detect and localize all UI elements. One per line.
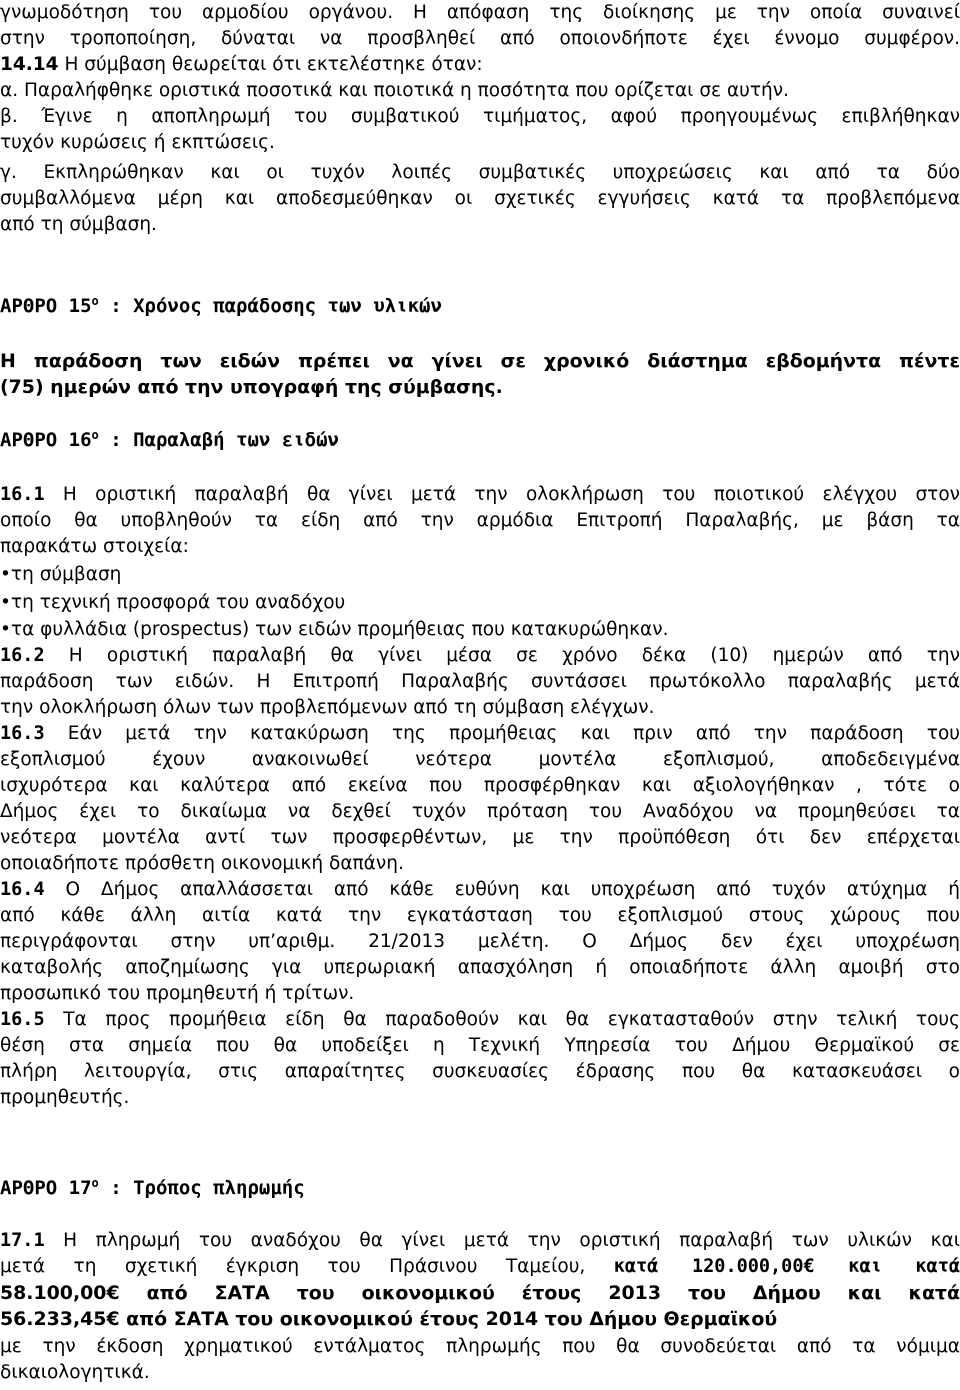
- paragraph-text: Εάν μετά την κατακύρωση της προμήθειας και πριν από την παράδοση του: [44, 723, 960, 744]
- heading-superscript: ο: [91, 294, 99, 308]
- heading-title: : Παραλαβή των ειδών: [98, 429, 339, 451]
- paragraph-16-1-line: [0, 482, 960, 508]
- paragraph-17-1-line: δικαιολογητικά.: [0, 1362, 150, 1383]
- paragraph-16-3-line: οποιαδήποτε πρόσθετη οικονομική δαπάνη.: [0, 853, 404, 874]
- bullet-text: τη σύμβαση: [10, 564, 122, 585]
- text-line: γνωμοδότηση του αρμοδίου οργάνου. Η απόφαση της διοίκησης με την οποία συναινεί: [0, 2, 960, 23]
- bullet-text: τη τεχνική προσφορά του αναδόχου: [10, 592, 346, 613]
- paragraph-number: 16.3: [0, 723, 45, 744]
- paragraph-16-3-line: [0, 721, 960, 747]
- paragraph-text: Η πληρωμή του αναδόχου θα γίνει μετά την οριστική παραλαβή των υλικών και: [44, 1230, 960, 1251]
- paragraph-16-3-line: νεότερα μοντέλα αντί των προσφερθέντων, με την προϋπόθεση ότι δεν επέρχεται: [0, 827, 960, 848]
- bullet-icon: •: [0, 619, 11, 640]
- bullet-icon: •: [0, 592, 11, 613]
- paragraph-16-5-line: θέση στα σημεία που θα υποδείξει η Τεχνική Υπηρεσία του Δήμου Θερμαϊκού σε: [0, 1035, 960, 1056]
- paragraph-16-4-line: προσωπικό του προμηθευτή ή τρίτων.: [0, 983, 355, 1004]
- paragraph-number: 14.14: [0, 54, 59, 75]
- paragraph-text: Ο Δήμος απαλλάσσεται από κάθε ευθύνη και υποχρέωση από τυχόν ατύχημα ή: [44, 879, 960, 900]
- paragraph-number: 17.1: [0, 1230, 45, 1251]
- heading-label: ΑΡΘΡΟ 15: [0, 295, 92, 317]
- paragraph-text: Η σύμβαση θεωρείται ότι εκτελέστηκε όταν:: [58, 54, 483, 75]
- text-line: στην τροποποίηση, δύναται να προσβληθεί από οποιονδήποτε έχει έννομο συμφέρον.: [0, 28, 960, 49]
- heading-title: : Χρόνος παράδοσης των υλικών: [98, 295, 442, 317]
- item-g-line: από τη σύμβαση.: [0, 214, 157, 235]
- bullet-item: [0, 562, 960, 588]
- paragraph-number: 16.2: [0, 645, 45, 666]
- paragraph-16-2-line: [0, 643, 960, 669]
- paragraph-16-1-line: παρακάτω στοιχεία:: [0, 536, 189, 557]
- paragraph-17-1-line: [0, 1254, 960, 1280]
- paragraph-16-4-line: καταβολής αποζημίωσης για υπερωριακή απασχόληση ή οποιαδήποτε άλλη αμοιβή στο: [0, 957, 960, 978]
- bullet-icon: •: [0, 564, 11, 585]
- paragraph-17-1-line: 56.233,45€ από ΣΑΤΑ του οικονομικού έτους 2014 του Δήμου Θερμαϊκού: [0, 1308, 778, 1330]
- article-17-heading: [0, 1176, 305, 1199]
- paragraph-16-3-line: ισχυρότερα και καλύτερα από εκείνα που προσφέρθηκαν και αξιολογήθηκαν , τότε ο: [0, 775, 960, 796]
- paragraph-16-1-line: οποίο θα υποβληθούν τα είδη από την αρμόδια Επιτροπή Παραλαβής, με βάση τα: [0, 510, 960, 531]
- item-b-line: β. Έγινε η αποπληρωμή του συμβατικού τιμήματος, αφού προηγουμένως επιβλήθηκαν: [0, 106, 960, 127]
- heading-superscript: ο: [91, 428, 99, 442]
- paragraph-number: 16.5: [0, 1009, 45, 1030]
- paragraph-17-1-line: με την έκδοση χρηματικού εντάλματος πληρωμής που θα συνοδεύεται από τα νόμιμα: [0, 1336, 960, 1357]
- item-g-line: συμβαλλόμενα μέρη και αποδεσμεύθηκαν οι σχετικές εγγυήσεις κατά τα προβλεπόμενα: [0, 188, 960, 209]
- paragraph-text: μετά τη σχετική έγκριση του Πράσινου Ταμείου,: [0, 1256, 614, 1277]
- paragraph-16-2-line: παράδοση των ειδών. Η Επιτροπή Παραλαβής συντάσσει πρωτόκολλο παραλαβής μετά: [0, 671, 960, 692]
- paragraph-16-2-line: την ολοκλήρωση όλων των προβλεπόμενων από τη σύμβαση ελέγχων.: [0, 697, 655, 718]
- item-a: α. Παραλήφθηκε οριστικά ποσοτικά και ποιοτικά η ποσότητα που ορίζεται σε αυτήν.: [0, 80, 789, 101]
- paragraph-text: Η οριστική παραλαβή θα γίνει μέσα σε χρόνο δέκα (10) ημερών από την: [44, 645, 960, 666]
- paragraph-16-5-line: [0, 1007, 960, 1033]
- bullet-text: τα φυλλάδια (prospectus) των ειδών προμήθειας που κατακυρώθηκαν.: [10, 619, 669, 640]
- heading-superscript: ο: [91, 1176, 99, 1190]
- item-b-line: τυχόν κυρώσεις ή εκπτώσεις.: [0, 132, 275, 153]
- paragraph-16-3-line: Δήμος έχει το δικαίωμα να δεχθεί τυχόν πρόταση του Αναδόχου να προμηθεύσει τα: [0, 801, 960, 822]
- article-15-body-line: (75) ημερών από την υπογραφή της σύμβασης.: [0, 376, 503, 398]
- payment-amount-text: κατά 120.000,00€ και κατά: [613, 1256, 960, 1277]
- paragraph-16-3-line: εξοπλισμού έχουν ανακοινωθεί νεότερα μοντέλα εξοπλισμού, αποδεδειγμένα: [0, 749, 960, 770]
- article-16-heading: [0, 428, 339, 451]
- heading-label: ΑΡΘΡΟ 16: [0, 429, 92, 451]
- heading-label: ΑΡΘΡΟ 17: [0, 1177, 92, 1199]
- paragraph-14-14: [0, 52, 960, 78]
- paragraph-16-4-line: από κάθε άλλη αιτία κατά την εγκατάσταση του εξοπλισμού στους χώρους που: [0, 905, 960, 926]
- bullet-item: [0, 590, 960, 616]
- item-g-line: γ. Εκπληρώθηκαν και οι τυχόν λοιπές συμβατικές υποχρεώσεις και από τα δύο: [0, 162, 960, 183]
- paragraph-17-1-line: [0, 1228, 960, 1254]
- article-15-heading: [0, 294, 442, 317]
- paragraph-16-4-line: [0, 877, 960, 903]
- paragraph-number: 16.4: [0, 879, 45, 900]
- paragraph-16-5-line: πλήρη λειτουργία, στις απαραίτητες συσκευασίες έδρασης που θα κατασκευάσει ο: [0, 1061, 960, 1082]
- paragraph-16-5-line: προμηθευτής.: [0, 1087, 130, 1108]
- heading-title: : Τρόπος πληρωμής: [98, 1177, 305, 1199]
- bullet-item: [0, 617, 960, 643]
- paragraph-text: Η οριστική παραλαβή θα γίνει μετά την ολοκλήρωση του ποιοτικού ελέγχου στον: [44, 484, 960, 505]
- article-15-body-line: Η παράδοση των ειδών πρέπει να γίνει σε χρονικό διάστημα εβδομήντα πέντε: [0, 350, 960, 372]
- paragraph-text: Τα προς προμήθεια είδη θα παραδοθούν και θα εγκατασταθούν στην τελική τους: [44, 1009, 960, 1030]
- paragraph-17-1-line: 58.100,00€ από ΣΑΤΑ του οικονομικού έτους 2013 του Δήμου και κατά: [0, 1282, 960, 1304]
- paragraph-number: 16.1: [0, 484, 45, 505]
- paragraph-16-4-line: περιγράφονται στην υπ’αριθμ. 21/2013 μελέτη. Ο Δήμος δεν έχει υποχρέωση: [0, 931, 960, 952]
